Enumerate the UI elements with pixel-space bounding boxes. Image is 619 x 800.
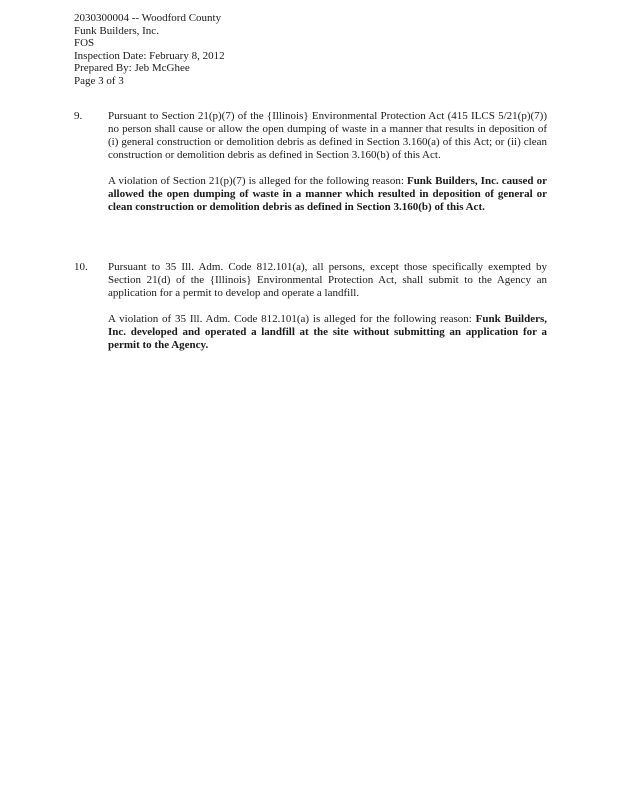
item-number: 10. xyxy=(74,261,88,273)
violation-reason-text: Funk Builders, Inc. caused or allowed the open dumping of waste in a manner which resulted in deposition of general or clean construction or demolition debris as defined in Section 3.160(b) of this Act. xyxy=(108,175,548,213)
header-page-number: Page 3 of 3 xyxy=(74,74,124,87)
header-fos-line: FOS xyxy=(74,37,95,50)
item-statute-paragraph: Pursuant to 35 Ill. Adm. Code 812.101(a), all persons, except those specifically exempted by Section 21(d) of the {Illinois} Environmental Protection Act, shall submit to the Agency an application for a permit to develop and operate a landfill. xyxy=(108,261,547,299)
item-violation-paragraph xyxy=(108,175,547,214)
item-violation-paragraph xyxy=(108,313,547,352)
numbered-item-9 xyxy=(74,110,547,214)
item-body xyxy=(108,110,547,214)
header-prepared-by: Prepared By: Jeb McGhee xyxy=(74,62,190,75)
item-number: 9. xyxy=(74,110,83,122)
violation-reason-text: Funk Builders, Inc. developed and operated a landfill at the site without submitting an application for a permit to the Agency. xyxy=(108,313,547,351)
numbered-item-10 xyxy=(74,261,547,352)
header-company-line: Funk Builders, Inc. xyxy=(74,24,159,37)
violation-intro-text: A violation of 35 Ill. Adm. Code 812.101(a) is alleged for the following reason: xyxy=(108,313,476,325)
item-statute-paragraph: Pursuant to Section 21(p)(7) of the {Illinois} Environmental Protection Act (415 ILCS 5/21(p)(7)) no person shall cause or allow the open dumping of waste in a manner that results in deposition of (i) general construction or demolition debris as defined in Section 3.160(a) of this Act; or (ii) clean construction or demolition debris as defined in Section 3.160(b) of this Act. xyxy=(108,110,547,161)
header-case-line: 2030300004 -- Woodford County xyxy=(74,12,222,24)
item-body xyxy=(108,261,547,352)
document-header xyxy=(74,12,225,88)
header-inspection-date: Inspection Date: February 8, 2012 xyxy=(74,49,225,62)
violation-intro-text: A violation of Section 21(p)(7) is alleged for the following reason: xyxy=(108,175,407,187)
